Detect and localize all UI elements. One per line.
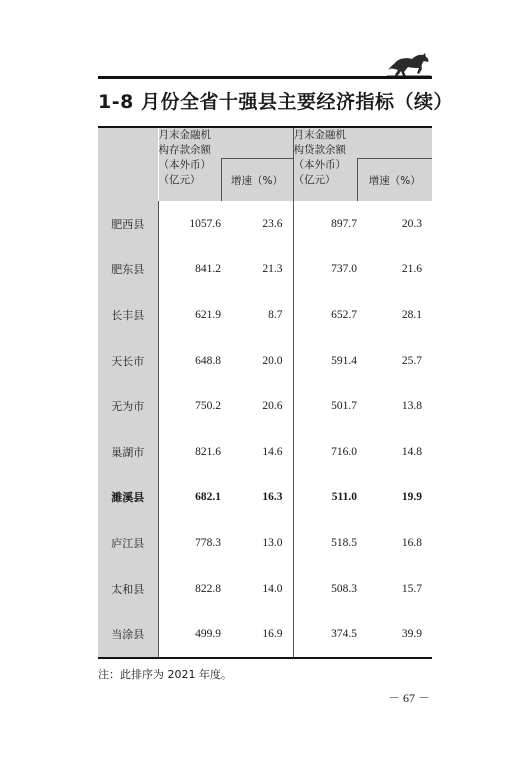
table-row (98, 338, 432, 384)
loan-growth: 19.9 (401, 491, 422, 504)
deposit-growth: 20.6 (262, 400, 283, 413)
economic-indicators-table (98, 128, 432, 657)
deposit-growth: 13.0 (262, 536, 283, 549)
table-row (98, 292, 432, 338)
loan-growth: 14.8 (401, 445, 422, 458)
deposit-growth: 14.6 (262, 445, 283, 458)
deposit-growth: 14.0 (262, 582, 283, 595)
table-row-highlighted (98, 475, 432, 521)
loan-balance: 374.5 (293, 611, 357, 657)
loan-growth: 15.7 (401, 582, 422, 595)
table-row (98, 383, 432, 429)
deposit-growth: 8.7 (268, 308, 283, 321)
page-number: － 67 － (388, 691, 431, 705)
table-row (98, 520, 432, 566)
deposit-growth-header: 增速（%） (221, 159, 293, 202)
footnote: 注：此排序为 2021 年度。 (98, 668, 232, 681)
page-title: 1-8 月份全省十强县主要经济指标（续） (98, 91, 453, 113)
loan-growth: 16.8 (401, 536, 422, 549)
loan-growth: 25.7 (401, 354, 422, 367)
loan-balance: 591.4 (293, 338, 357, 384)
loan-balance: 652.7 (293, 292, 357, 338)
loan-growth: 39.9 (401, 628, 422, 641)
table-bottom-rule (98, 657, 432, 659)
deposit-balance: 821.6 (158, 429, 221, 475)
deposit-growth: 23.6 (262, 217, 283, 230)
county-name: 长丰县 (98, 292, 158, 338)
loan-balance: 501.7 (293, 383, 357, 429)
running-horse-icon (386, 50, 432, 78)
deposit-balance: 648.8 (158, 338, 221, 384)
county-name: 巢湖市 (98, 429, 158, 475)
deposit-balance-header: 月末金融机 构存款余额 （本外币） （亿元） (158, 128, 221, 201)
loan-growth: 21.6 (401, 263, 422, 276)
deposit-growth: 16.3 (262, 491, 283, 504)
deposit-balance: 841.2 (158, 247, 221, 293)
loan-balance: 508.3 (293, 566, 357, 612)
deposit-growth: 20.0 (262, 354, 283, 367)
loan-growth-header: 增速（%） (357, 159, 432, 202)
deposit-balance: 621.9 (158, 292, 221, 338)
loan-balance-header: 月末金融机 构贷款余额 （本外币） （亿元） (293, 128, 357, 201)
table-row (98, 429, 432, 475)
county-header (98, 128, 158, 201)
deposit-balance: 822.8 (158, 566, 221, 612)
deposit-growth-header-gap (221, 128, 293, 159)
loan-balance: 716.0 (293, 429, 357, 475)
county-name: 当涂县 (98, 611, 158, 657)
deposit-balance: 1057.6 (158, 201, 221, 247)
table-row (98, 611, 432, 657)
deposit-balance: 778.3 (158, 520, 221, 566)
deposit-growth: 21.3 (262, 263, 283, 276)
deposit-balance: 750.2 (158, 383, 221, 429)
county-name: 无为市 (98, 383, 158, 429)
county-name: 庐江县 (98, 520, 158, 566)
loan-balance: 511.0 (293, 475, 357, 521)
deposit-balance: 682.1 (158, 475, 221, 521)
table-row (98, 201, 432, 247)
county-name: 濉溪县 (98, 475, 158, 521)
loan-balance: 737.0 (293, 247, 357, 293)
loan-growth: 20.3 (401, 217, 422, 230)
county-name: 太和县 (98, 566, 158, 612)
header-rule (98, 76, 432, 79)
county-name: 肥东县 (98, 247, 158, 293)
loan-balance: 897.7 (293, 201, 357, 247)
loan-growth: 28.1 (401, 308, 422, 321)
loan-balance: 518.5 (293, 520, 357, 566)
county-name: 天长市 (98, 338, 158, 384)
table-row (98, 247, 432, 293)
table-row (98, 566, 432, 612)
loan-growth: 13.8 (401, 400, 422, 413)
loan-growth-header-gap (357, 128, 432, 159)
county-name: 肥西县 (98, 201, 158, 247)
deposit-growth: 16.9 (262, 628, 283, 641)
deposit-balance: 499.9 (158, 611, 221, 657)
